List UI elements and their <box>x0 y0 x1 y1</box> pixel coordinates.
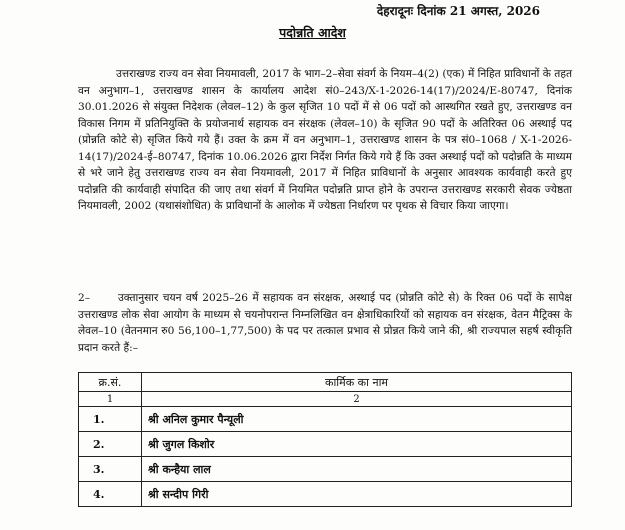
dateline: देहरादूनः दिनांक 21 अगस्त, 2026 <box>376 4 540 18</box>
paragraph-2-text: उक्तानुसार चयन वर्ष 2025–26 में सहायक वन संरक्षक, अस्थाई पद (प्रोन्नति कोटे से) के रिक्त 06 पदों के सापेक्ष उत्तराखण्ड लोक सेवा आयोग के माध्यम से चयनोपरान्त निम्नलिखित वन क्षेत्राधिकारियों को सहायक वन संरक्षक, वेतन मैट्रिक्स के लेवल–10 (वेतनमान रु0 56,100–1,77,500) के पद पर तत्काल प्रभाव से प्रोन्नत किये जाने की, श्री राज्यपाल सहर्ष स्वीकृति प्रदान करते हैं:– <box>78 292 572 354</box>
header-name: कार्मिक का नाम <box>142 373 572 392</box>
row-serial: 1. <box>79 407 142 432</box>
row-name: श्री कन्हैया लाल <box>142 457 572 482</box>
row-serial: 4. <box>79 482 142 507</box>
table-row <box>79 482 572 507</box>
row-serial: 2. <box>79 432 142 457</box>
officer-table <box>78 372 572 507</box>
table-header-row <box>79 373 572 392</box>
document-title: पदोन्नति आदेश <box>279 25 346 40</box>
table-row <box>79 407 572 432</box>
table-row <box>79 457 572 482</box>
index-col-2: 2 <box>142 392 572 407</box>
row-serial: 3. <box>79 457 142 482</box>
paragraph-2-number: 2– <box>78 292 91 304</box>
paragraph-1: उत्तराखण्ड राज्य वन सेवा नियमावली, 2017 के भाग–2–सेवा संवर्ग के नियम–4(2) (एक) में निहित प्राविधानों के तहत वन अनुभाग–1, उत्तराखण्ड शासन के कार्यालय आदेश सं0–243/X-1-2026-14(17)/2024/E-80747, दिनांक 30.01.2026 से संयुक्त निदेशक (लेवल–12) के कुल सृजित 10 पदों में से 06 पदों को आस्थगित रखते हुए, उत्तराखण्ड वन विकास निगम में प्रतिनियुक्ति के प्रयोजनार्थ सहायक वन संरक्षक (लेवल–10) के सृजित 90 पदों के अतिरिक्त 06 अस्थाई पद (प्रोन्नति कोटे से) सृजित किये गये हैं। उक्त के क्रम में वन अनुभाग–1, उत्तराखण्ड शासन के पत्र सं0–1068 / X-1-2026-14(17)/2024-ई–80747, दिनांक 10.06.2026 द्वारा निर्देश निर्गत किये गये हैं कि उक्त अस्थाई पदों को पदोन्नति के माध्यम से भरे जाने हेतु उत्तराखण्ड राज्य वन सेवा नियमावली, 2017 में निहित प्राविधानों के अनुसार आवश्यक कार्यवाही करते हुए पदोन्नति की कार्यवाही संपादित की जाए तथा संवर्ग में नियमित पदोन्नति प्राप्त होने के उपरान्त उत्तराखण्ड सरकारी सेवक ज्येष्ठता नियमावली, 2002 (यथासंशोधित) के प्राविधानों के आलोक में ज्येष्ठता निर्धारण पर पृथक से विचार किया जाएगा। <box>78 68 572 212</box>
paragraph-2 <box>78 290 572 356</box>
row-name: श्री अनिल कुमार पैन्यूली <box>142 407 572 432</box>
index-col-1: 1 <box>79 392 142 407</box>
header-serial: क्र.सं. <box>79 373 142 392</box>
row-name: श्री जुगल किशोर <box>142 432 572 457</box>
table-row <box>79 432 572 457</box>
table-index-row <box>79 392 572 407</box>
row-name: श्री सन्दीप गिरी <box>142 482 572 507</box>
